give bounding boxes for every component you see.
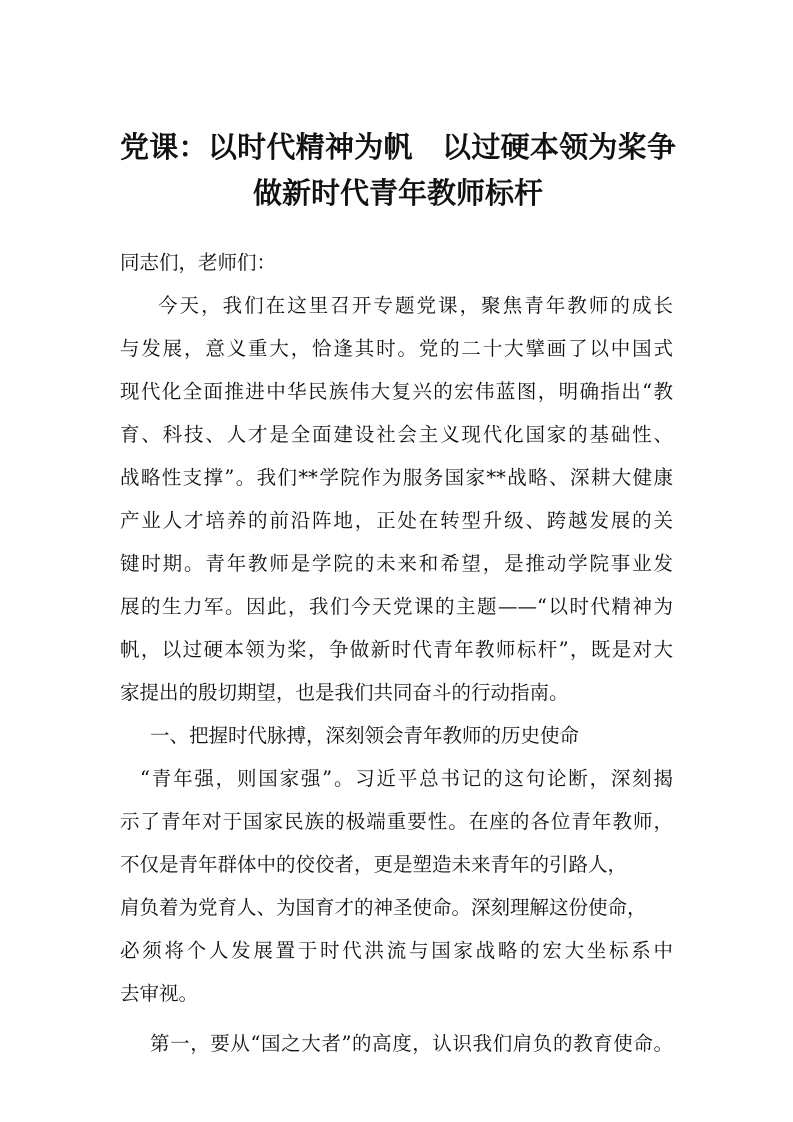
paragraph-line: 战略性支撑”。我们**学院作为服务国家**战略、深耕大健康 bbox=[120, 466, 673, 489]
paragraph-line: 与发展，意义重大，恰逢其时。党的二十大擘画了以中国式 bbox=[120, 337, 673, 360]
paragraph-line: 今天，我们在这里召开专题党课，聚焦青年教师的成长 bbox=[158, 294, 673, 317]
paragraph-line: 肩负着为党育人、为国育才的神圣使命。深刻理解这份使命， bbox=[120, 896, 647, 919]
salutation: 同志们，老师们： bbox=[120, 251, 277, 274]
paragraph-line: 键时期。青年教师是学院的未来和希望，是推动学院事业发 bbox=[120, 552, 673, 575]
document-title-line-1: 党课：以时代精神为帆 以过硬本领为桨争 bbox=[120, 130, 676, 164]
document-body bbox=[120, 241, 673, 1065]
section-heading: 一、把握时代脉搏，深刻领会青年教师的历史使命 bbox=[150, 724, 580, 747]
paragraph-line: 展的生力军。因此，我们今天党课的主题——“以时代精神为 bbox=[120, 595, 673, 618]
paragraph-line: 育、科技、人才是全面建设社会主义现代化国家的基础性、 bbox=[120, 423, 673, 446]
paragraph-line: 不仅是青年群体中的佼佼者，更是塑造未来青年的引路人， bbox=[120, 853, 628, 876]
paragraph-line: 家提出的殷切期望，也是我们共同奋斗的行动指南。 bbox=[120, 681, 569, 704]
paragraph-line: “青年强，则国家强”。习近平总书记的这句论断，深刻揭 bbox=[140, 767, 673, 790]
paragraph-line: 帆，以过硬本领为桨，争做新时代青年教师标杆”，既是对大 bbox=[120, 638, 673, 661]
paragraph-line: 第一，要从“国之大者”的高度，认识我们肩负的教育使命。 bbox=[150, 1032, 673, 1055]
document-title-line-2: 做新时代青年教师标杆 bbox=[252, 176, 543, 210]
paragraph-line: 去审视。 bbox=[120, 982, 199, 1005]
paragraph-line: 必须将个人发展置于时代洪流与国家战略的宏大坐标系中 bbox=[120, 939, 673, 962]
paragraph-line: 现代化全面推进中华民族伟大复兴的宏伟蓝图，明确指出“教 bbox=[120, 380, 673, 403]
paragraph-line: 示了青年对于国家民族的极端重要性。在座的各位青年教师， bbox=[120, 810, 673, 833]
paragraph-line: 产业人才培养的前沿阵地，正处在转型升级、跨越发展的关 bbox=[120, 509, 673, 532]
